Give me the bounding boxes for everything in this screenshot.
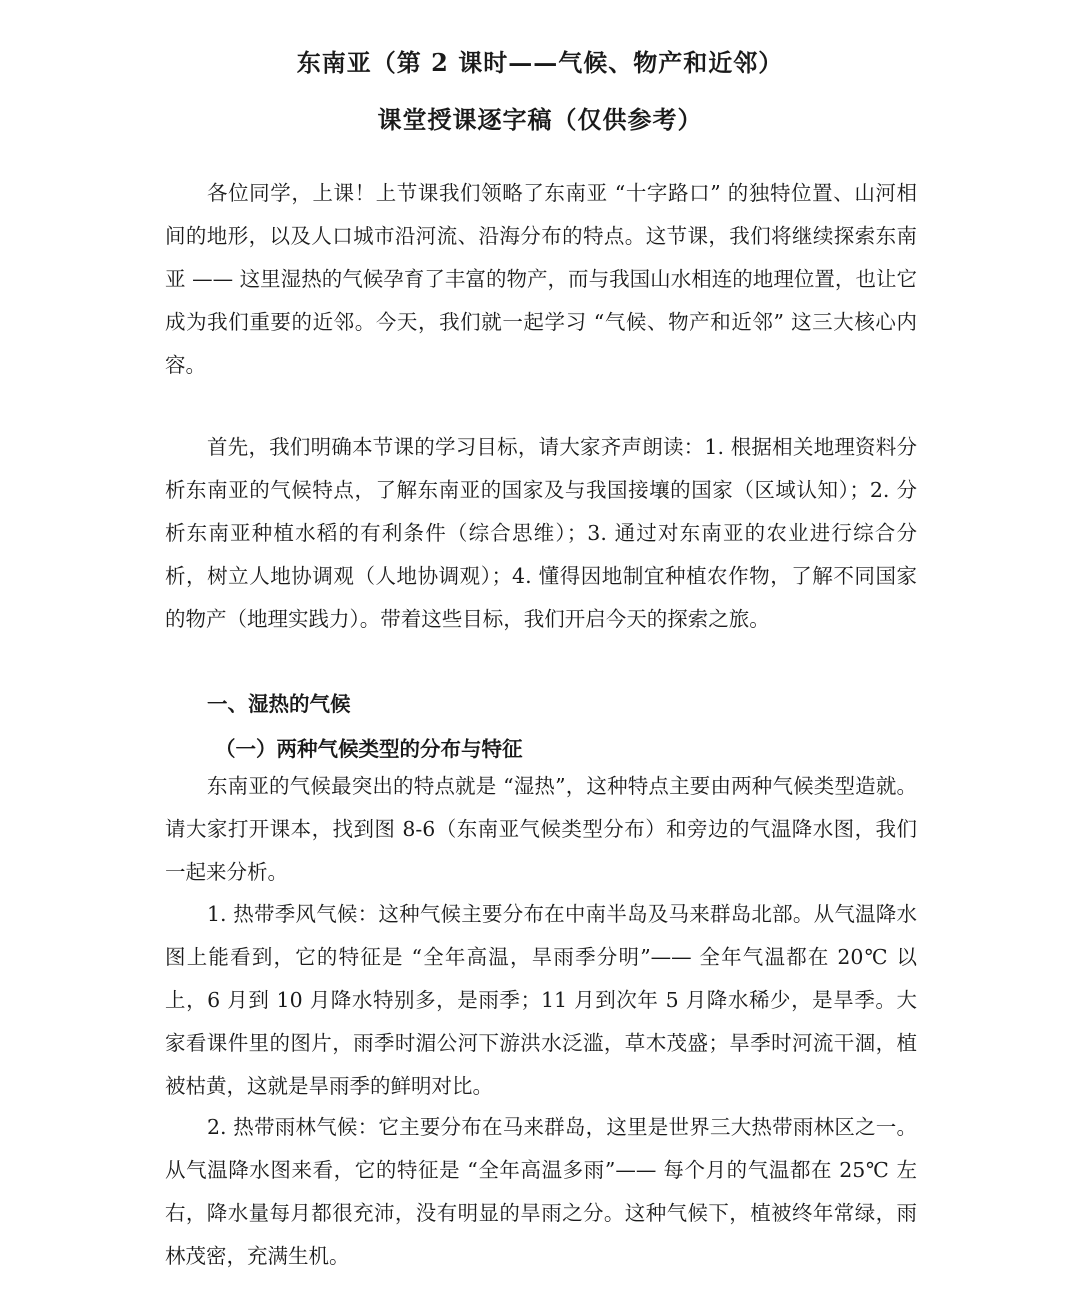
rainforest-climate-paragraph: 2. 热带雨林气候：它主要分布在马来群岛，这里是世界三大热带雨林区之一。从气温降水图来看，它的特征是 “全年高温多雨”—— 每个月的气温都在 25℃ 左右，降水量每月都很充沛，没有明显的旱雨之分。这种气候下，植被终年常绿，雨林茂密，充满生机。 (165, 1115, 917, 1268)
learning-goals-paragraph: 首先，我们明确本节课的学习目标，请大家齐声朗读：1. 根据相关地理资料分析东南亚的气候特点，了解东南亚的国家及与我国接壤的国家（区域认知）；2. 分析东南亚种植水稻的有利条件（综合思维）；3. 通过对东南亚的农业进行综合分析，树立人地协调观（人地协调观）；4. 懂得因地制宜种植农作物，了解不同国家的物产（地理实践力）。带着这些目标，我们开启今天的探索之旅。 (165, 435, 917, 631)
intro-paragraph: 各位同学，上课！上节课我们领略了东南亚 “十字路口” 的独特位置、山河相间的地形，以及人口城市沿河流、沿海分布的特点。这节课，我们将继续探索东南亚 —— 这里湿热的气候孕育了丰富的物产，而与我国山水相连的地理位置，也让它成为我们重要的近邻。今天，我们就一起学习 “气候、物产和近邻” 这三大核心内容。 (165, 181, 917, 377)
monsoon-climate-paragraph: 1. 热带季风气候：这种气候主要分布在中南半岛及马来群岛北部。从气温降水图上能看到，它的特征是 “全年高温，旱雨季分明”—— 全年气温都在 20℃ 以上，6 月到 10 月降水特别多，是雨季；11 月到次年 5 月降水稀少，是旱季。大家看课件里的图片，雨季时湄公河下游洪水泛滥，草木茂盛；旱季时河流干涸，植被枯黄，这就是旱雨季的鲜明对比。 (165, 902, 917, 1098)
section-heading: 一、湿热的气候 (207, 692, 351, 716)
climate-intro-paragraph: 东南亚的气候最突出的特点就是 “湿热”，这种特点主要由两种气候类型造就。请大家打开课本，找到图 8-6（东南亚气候类型分布）和旁边的气温降水图，我们一起来分析。 (165, 774, 917, 884)
subsection-heading: （一）两种气候类型的分布与特征 (215, 737, 523, 761)
document-title: 东南亚（第 2 课时——气候、物产和近邻） (296, 48, 784, 77)
document-subtitle: 课堂授课逐字稿（仅供参考） (377, 105, 703, 134)
